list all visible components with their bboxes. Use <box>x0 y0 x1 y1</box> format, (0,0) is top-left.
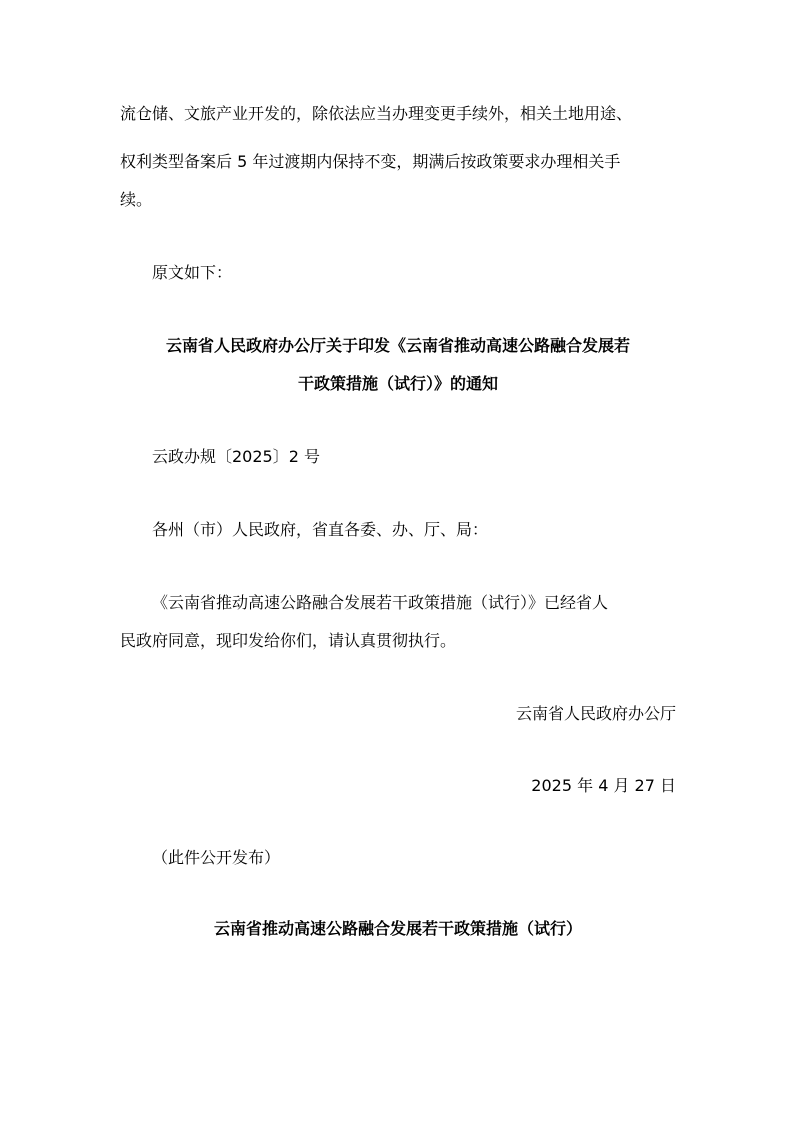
body-text-line-1: 《云南省推动高速公路融合发展若干政策措施（试行）》已经省人 <box>152 593 609 612</box>
notice-title-line-2: 干政策措施（试行）》的通知 <box>297 374 498 393</box>
issuer: 云南省人民政府办公厅 <box>515 704 676 723</box>
paragraph-line-3: 续。 <box>120 190 153 209</box>
body-text-line-2: 民政府同意，现印发给你们，请认真贯彻执行。 <box>120 631 457 650</box>
publication-note: （此件公开发布） <box>152 848 281 867</box>
paragraph-line-2: 权利类型备案后 5 年过渡期内保持不变，期满后按政策要求办理相关手 <box>120 152 621 171</box>
original-text-intro: 原文如下： <box>152 263 233 282</box>
recipients: 各州（市）人民政府，省直各委、办、厅、局： <box>152 520 489 539</box>
measures-title: 云南省推动高速公路融合发展若干政策措施（试行） <box>213 919 582 938</box>
document-number: 云政办规〔2025〕2 号 <box>152 447 320 466</box>
paragraph-line-1: 流仓储、文旅产业开发的，除依法应当办理变更手续外，相关土地用途、 <box>120 104 633 123</box>
issue-date: 2025 年 4 月 27 日 <box>531 776 676 795</box>
notice-title-line-1: 云南省人民政府办公厅关于印发《云南省推动高速公路融合发展若 <box>165 336 630 355</box>
